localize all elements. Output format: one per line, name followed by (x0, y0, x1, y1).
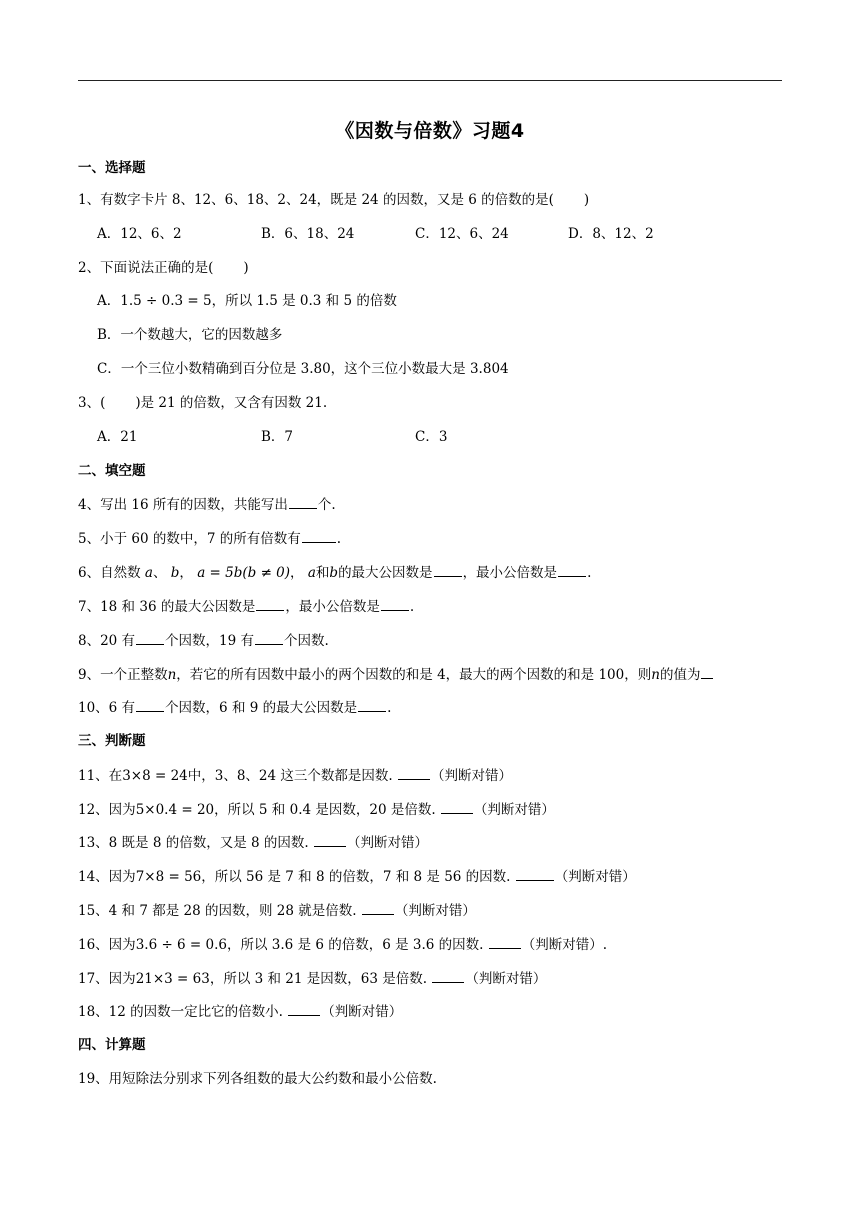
question-text: 10、6 有 (78, 700, 136, 716)
question-5 (78, 528, 341, 549)
section-heading-judge: 三、判断题 (78, 733, 146, 749)
math-expression: 1.5 ÷ 0.3 = 5 (120, 293, 212, 309)
question-text: 8、20 有 (78, 633, 136, 649)
math-expression: 7×8 = 56 (135, 869, 202, 885)
question-text: 18、12 的因数一定比它的倍数小. (78, 1004, 283, 1020)
answer-blank[interactable] (136, 630, 164, 645)
section-heading-calc: 四、计算题 (78, 1037, 146, 1053)
question-text: 13、8 既是 8 的倍数，又是 8 的因数. (78, 835, 309, 851)
question-text: ，所以 3 和 21 是因数，63 是倍数. (209, 971, 428, 987)
option-text: ，所以 1.5 是 0.3 和 5 的倍数 (211, 293, 397, 309)
question-13 (78, 832, 428, 853)
question-2 (78, 258, 249, 278)
question-text: 个. (317, 497, 336, 513)
question-text: . (336, 531, 342, 547)
page-title: 《因数与倍数》习题4 (335, 120, 525, 142)
paren-close: ) (583, 192, 590, 208)
question-text: ，若它的所有因数中最小的两个因数的和是 4，最大的两个因数的和是 100，则 (176, 667, 652, 683)
question-18 (78, 1001, 402, 1022)
paren-open: 3、( (78, 395, 106, 411)
question-text: ，最小公倍数是 (462, 565, 558, 581)
question-text: 17、因为 (78, 971, 136, 987)
question-text: 2、下面说法正确的是( (78, 260, 214, 276)
question-text: ，所以 56 是 7 和 8 的倍数，7 和 8 是 56 的因数. (201, 869, 511, 885)
question-text: 个因数. (284, 633, 329, 649)
question-text: 、 (152, 565, 167, 581)
question-text: 4、写出 16 所有的因数，共能写出 (78, 497, 288, 513)
answer-blank[interactable] (362, 900, 394, 915)
answer-blank[interactable] (701, 664, 713, 679)
question-4 (78, 494, 336, 515)
q3-option-b: B．7 (261, 429, 294, 445)
section-heading-fill: 二、填空题 (78, 463, 146, 479)
question-14 (78, 866, 636, 887)
answer-blank[interactable] (136, 697, 164, 712)
question-text: 个因数，6 和 9 的最大公因数是 (165, 700, 358, 716)
question-10 (78, 697, 391, 718)
question-15 (78, 900, 476, 921)
q3-option-c: C．3 (415, 429, 448, 445)
q2-option-a (97, 291, 397, 311)
question-17 (78, 968, 546, 989)
q1-option-a: A．12、6、2 (97, 226, 182, 242)
question-text: ， (179, 565, 193, 581)
answer-blank[interactable] (434, 562, 462, 577)
question-6 (78, 562, 591, 583)
q2-option-b: B．一个数越大，它的因数越多 (97, 327, 283, 343)
question-text: . (587, 565, 592, 581)
question-text: . (409, 599, 415, 615)
math-expression: 3×8 = 24 (122, 768, 188, 784)
question-text: 的值为 (659, 667, 701, 683)
math-expression: 21×3 = 63 (135, 971, 210, 987)
question-text: （判断对错） (473, 802, 555, 818)
answer-blank[interactable] (289, 494, 317, 509)
q1-option-c: C．12、6、24 (415, 226, 509, 242)
question-text: （判断对错） (465, 971, 547, 987)
q1-option-d: D．8、12、2 (568, 226, 654, 242)
variable: b (170, 565, 180, 581)
answer-blank[interactable] (432, 968, 464, 983)
question-text: ， (290, 565, 304, 581)
answer-blank[interactable] (398, 765, 430, 780)
question-text: 个因数，19 有 (165, 633, 255, 649)
answer-blank[interactable] (255, 630, 283, 645)
answer-blank[interactable] (381, 596, 409, 611)
question-text: 7、18 和 36 的最大公因数是 (78, 599, 256, 615)
question-text: 14、因为 (78, 869, 136, 885)
question-3 (78, 393, 327, 413)
section-heading-choice: 一、选择题 (78, 160, 146, 176)
question-text: . (387, 700, 392, 716)
question-text: （判断对错） (394, 903, 476, 919)
variable: b (329, 565, 339, 581)
question-text: ，最小公倍数是 (285, 599, 380, 615)
math-expression: a = 5b(b ≠ 0) (197, 565, 291, 581)
question-7 (78, 596, 414, 617)
question-text: 12、因为 (78, 802, 136, 818)
question-text: ，所以 3.6 是 6 的倍数，6 是 3.6 的因数. (227, 937, 484, 953)
answer-blank[interactable] (489, 934, 521, 949)
answer-blank[interactable] (256, 596, 284, 611)
answer-blank[interactable] (358, 697, 386, 712)
option-prefix: A． (97, 293, 121, 309)
question-text: 11、在 (78, 768, 123, 784)
variable: a (144, 565, 153, 581)
q2-option-c: C．一个三位小数精确到百分位是 3.80，这个三位小数最大是 3.804 (97, 361, 509, 377)
variable: n (651, 667, 660, 683)
question-text: 和 (315, 565, 330, 581)
answer-blank[interactable] (288, 1001, 320, 1016)
answer-blank[interactable] (558, 562, 586, 577)
question-text: ，所以 5 和 0.4 是因数，20 是倍数. (214, 802, 436, 818)
question-1 (78, 190, 589, 210)
question-8 (78, 630, 329, 651)
question-9 (78, 664, 714, 685)
question-text: )是 21 的倍数，又含有因数 21. (135, 395, 328, 411)
question-text: 的最大公因数是 (338, 565, 433, 581)
variable: a (307, 565, 316, 581)
math-expression: 5×0.4 = 20 (135, 802, 215, 818)
q3-option-a: A．21 (97, 429, 138, 445)
question-text: 1、有数字卡片 8、12、6、18、2、24，既是 24 的因数，又是 6 的倍数的是( (78, 192, 554, 208)
question-12 (78, 799, 555, 820)
answer-blank[interactable] (302, 528, 336, 543)
question-19: 19、用短除法分别求下列各组数的最大公约数和最小公倍数. (78, 1071, 437, 1087)
question-16 (78, 934, 607, 955)
question-text: 5、小于 60 的数中，7 的所有倍数有 (78, 531, 301, 547)
question-text: 中，3、8、24 这三个数都是因数. (187, 768, 393, 784)
paren-close: ) (243, 260, 249, 276)
answer-blank[interactable] (441, 799, 473, 814)
question-text: 9、一个正整数 (78, 667, 168, 683)
question-text: （判断对错） (347, 835, 428, 851)
answer-blank[interactable] (314, 832, 346, 847)
q1-option-b: B．6、18、24 (261, 226, 355, 242)
header-rule (78, 80, 782, 81)
question-text: 15、4 和 7 都是 28 的因数，则 28 就是倍数. (78, 903, 357, 919)
math-expression: 3.6 ÷ 6 = 0.6 (135, 937, 228, 953)
question-11 (78, 765, 512, 786)
answer-blank[interactable] (516, 866, 554, 881)
question-text: 6、自然数 (78, 565, 141, 581)
question-text: 16、因为 (78, 937, 136, 953)
question-text: （判断对错） (554, 869, 636, 885)
variable: n (167, 667, 177, 683)
question-text: （判断对错）. (521, 937, 608, 953)
question-text: （判断对错） (321, 1004, 403, 1020)
question-text: （判断对错） (431, 768, 512, 784)
